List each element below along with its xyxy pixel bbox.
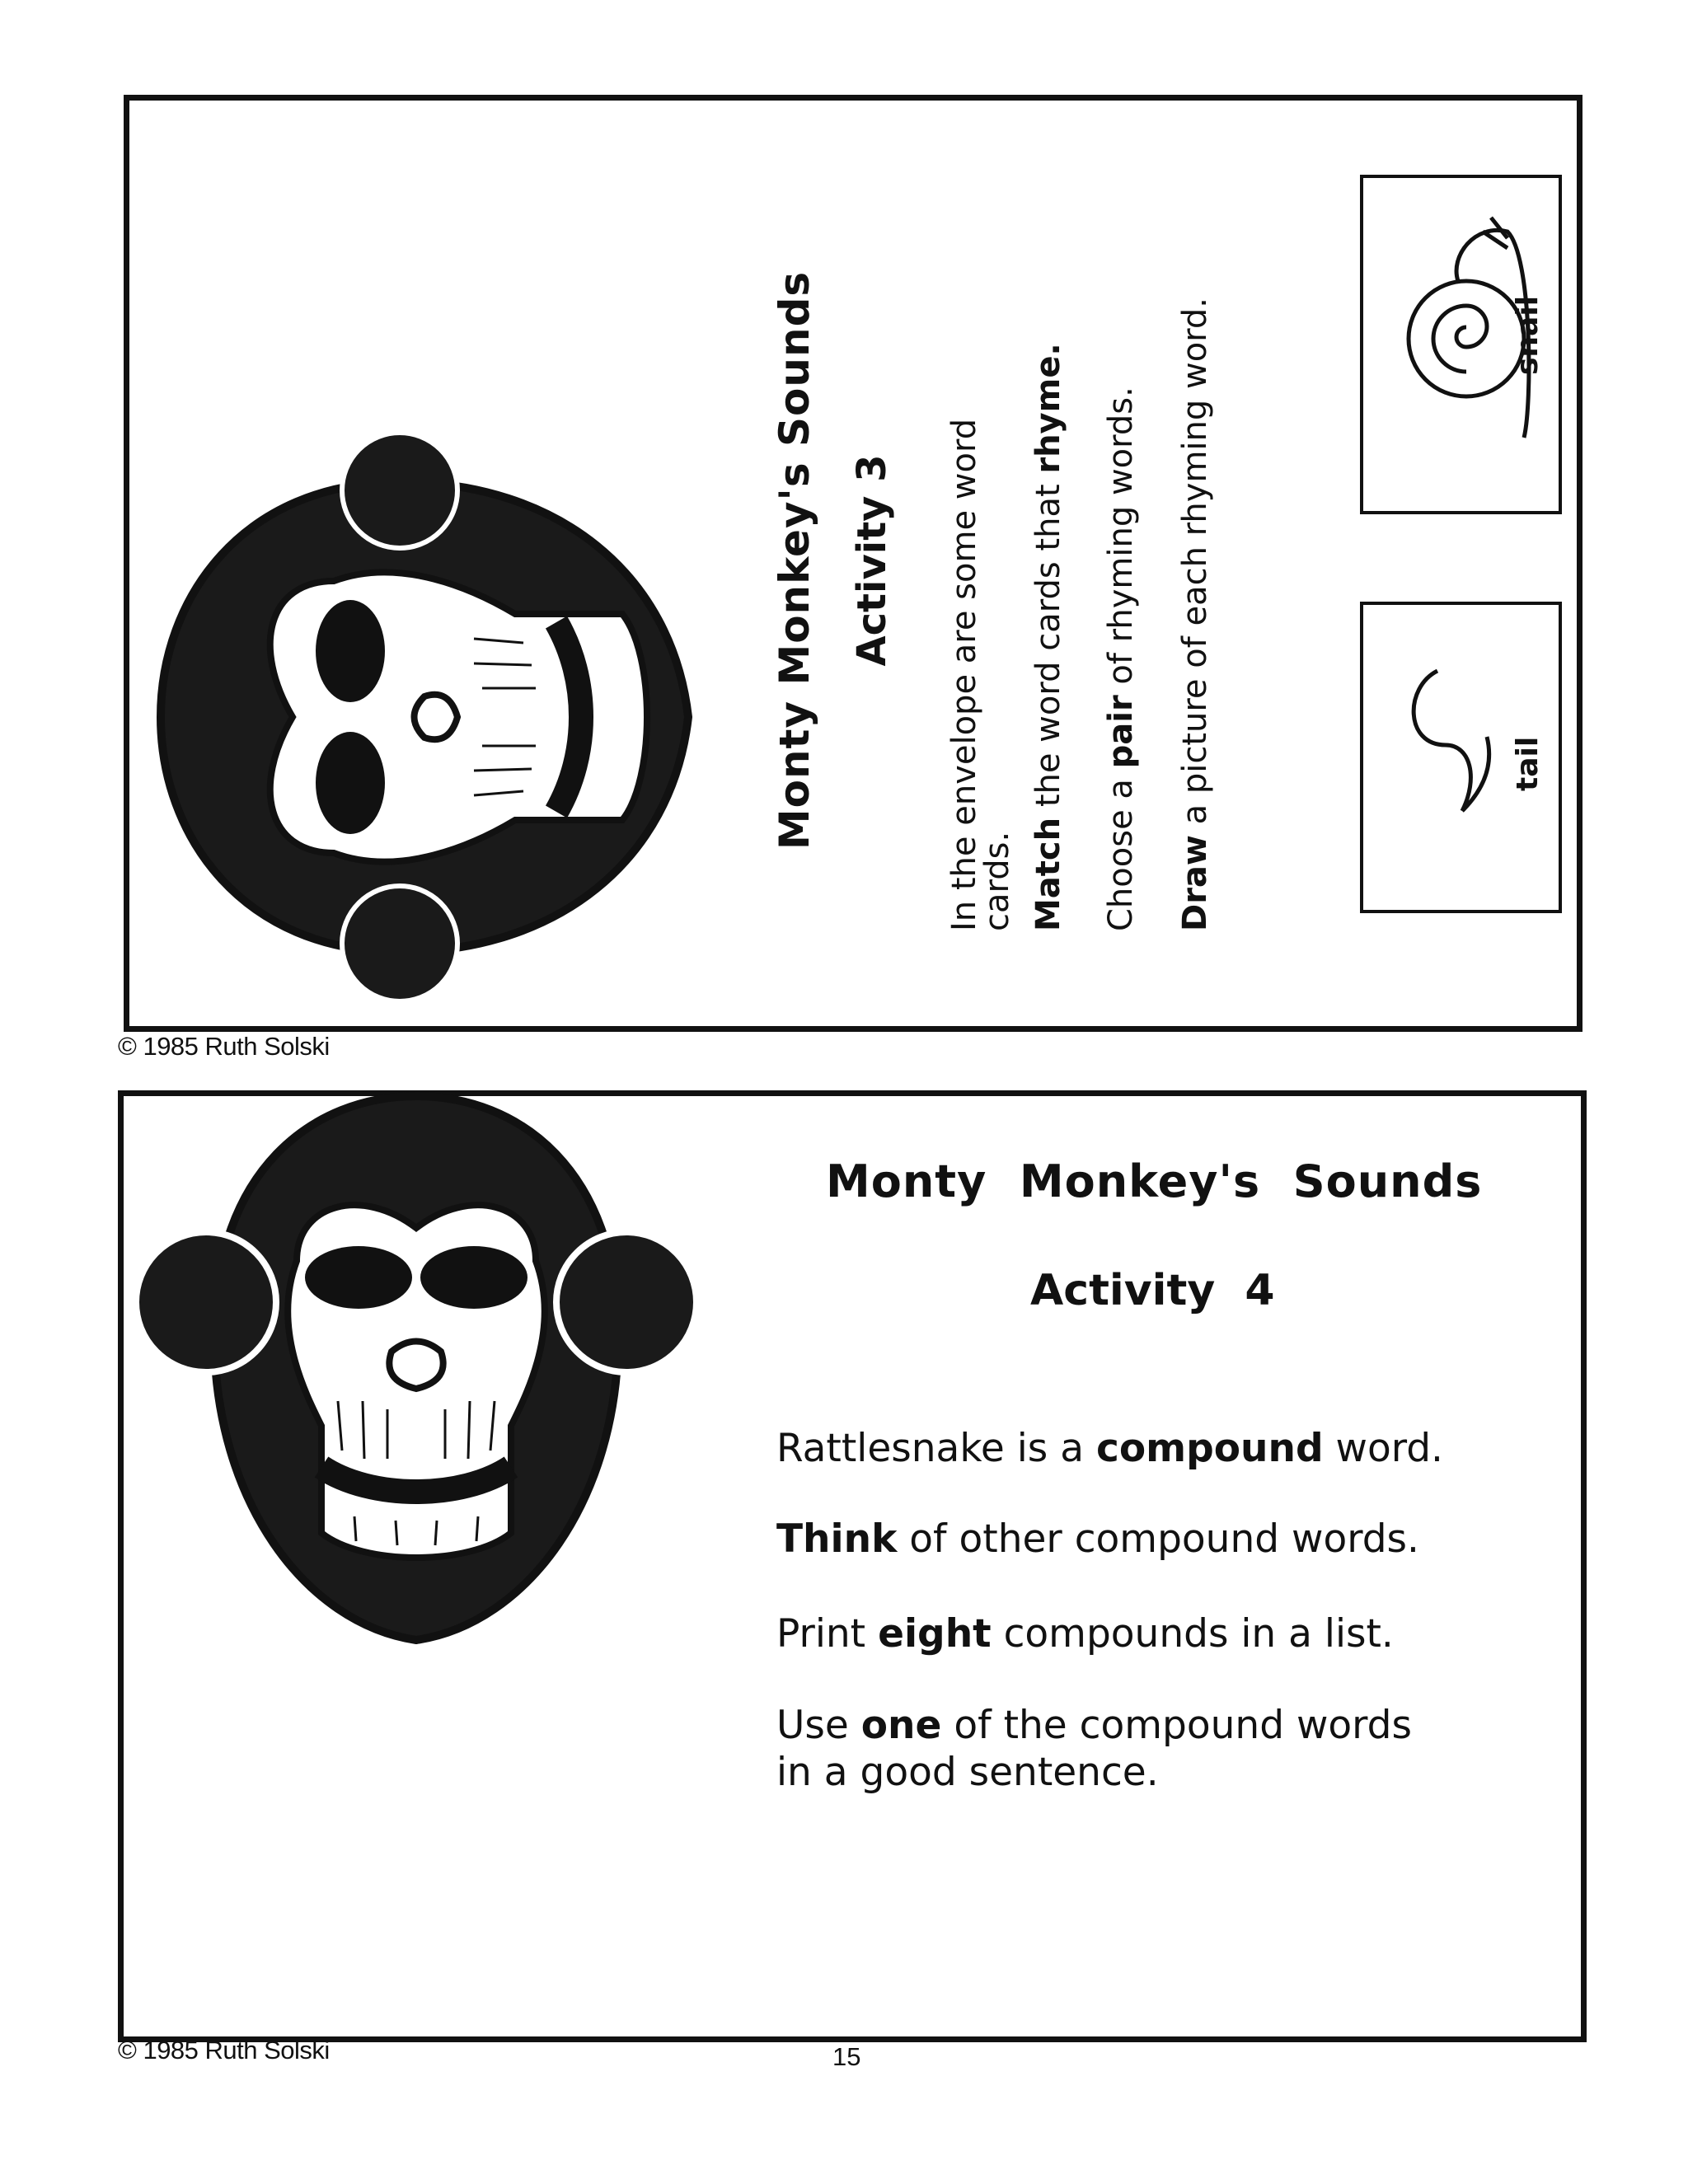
activity-4-line-2 xyxy=(776,1516,1419,1562)
activity-4-line-5: in a good sentence. xyxy=(776,1750,1159,1795)
copyright-2: © 1985 Ruth Solski xyxy=(118,2036,330,2064)
line-4-rest: of the compound words xyxy=(941,1703,1412,1748)
line-4-text: Use xyxy=(776,1703,861,1748)
activity-3-instruction-2 xyxy=(1029,107,1067,931)
activity-3-title: Monty Monkey's Sounds xyxy=(771,270,818,851)
instruction-2-text: the word cards that xyxy=(1029,473,1067,818)
line-2-bold: Think xyxy=(776,1516,898,1562)
snail-label: snail xyxy=(1511,295,1545,375)
page-number: 15 xyxy=(832,2042,861,2071)
instruction-1-text-a: In the envelope are some word xyxy=(945,418,983,931)
activity-4-line-1 xyxy=(776,1426,1443,1471)
instruction-3-text: of rhyming words. xyxy=(1102,387,1140,696)
monkey-illustration-2 xyxy=(115,1071,717,1657)
activity-3-instruction-4 xyxy=(1176,107,1214,931)
activity-3-instruction-3 xyxy=(1102,107,1140,931)
line-3-bold: eight xyxy=(878,1611,992,1657)
instruction-4-text: a picture of each rhyming word. xyxy=(1176,297,1214,836)
line-4-bold: one xyxy=(860,1703,942,1748)
line-1-bold: compound xyxy=(1095,1426,1324,1471)
instruction-1-text-b: cards. xyxy=(978,831,1016,931)
activity-3-instruction-1 xyxy=(945,107,1016,931)
instruction-2-bold2: rhyme. xyxy=(1029,343,1067,474)
activity-4-subtitle: Activity 4 xyxy=(1030,1266,1275,1315)
line-3-rest: compounds in a list. xyxy=(991,1611,1394,1657)
activity-4-line-3 xyxy=(776,1611,1394,1657)
line-3-text: Print xyxy=(776,1611,879,1657)
instruction-2-bold: Match xyxy=(1029,817,1067,931)
activity-3-subtitle: Activity 3 xyxy=(849,454,895,667)
activity-4-title: Monty Monkey's Sounds xyxy=(826,1155,1483,1207)
monkey-illustration-1 xyxy=(140,420,709,1014)
instruction-3-bold: pair xyxy=(1102,695,1140,769)
copyright-1: © 1985 Ruth Solski xyxy=(118,1032,330,1061)
tail-label: tail xyxy=(1511,736,1545,791)
instruction-4-bold: Draw xyxy=(1176,835,1214,931)
activity-4-line-4 xyxy=(776,1703,1412,1748)
line-1-rest: word. xyxy=(1323,1426,1443,1471)
instruction-3-text-a: Choose a xyxy=(1102,768,1140,931)
line-1-text: Rattlesnake is a xyxy=(776,1426,1096,1471)
line-2-rest: of other compound words. xyxy=(897,1516,1419,1562)
